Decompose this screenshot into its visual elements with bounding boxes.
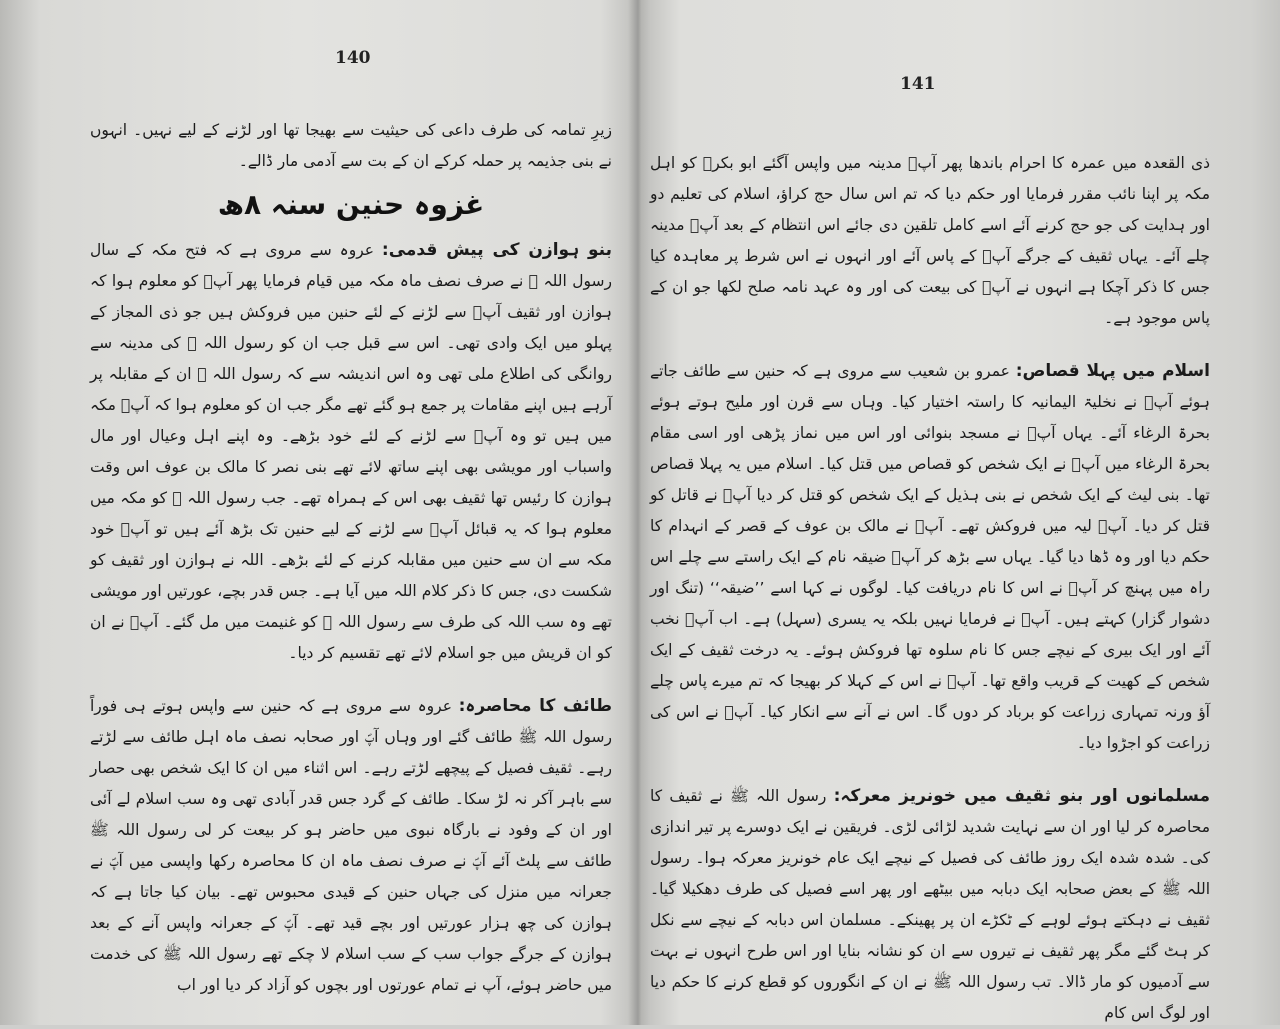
page-number-left: 140 [335,48,371,68]
paragraph-gap [650,759,1210,781]
section-body: رسول اللہ ﷺ نے ثقیف کا محاصرہ کر لیا اور ان سے نہایت شدید لڑائی لڑی۔ فریقین نے ایک دوسرے پر تیر اندازی کی۔ شدہ شدہ ایک روز طائف کی فصیل کے نیچے ایک عام خونریز معرکہ ہوا۔ رسول اللہ ﷺ کے بعض صحابہ ایک دبابہ میں بیٹھے اور پھر اسے فصیل کی طرف دھکیلا گیا۔ ثقیف نے دہکتے ہوئے لوہے کے ٹکڑے ان پر پھینکے۔ مسلمان اس دبابہ کے نیچے سے نکل کر ہٹ گئے مگر پھر ثقیف نے تیروں سے ان کو نشانہ بنایا اور اس طرح انہوں نے بہت سے آدمیوں کو مار ڈالا۔ تب رسول اللہ ﷺ نے ان کے انگوروں کو قطع کرنے کا حکم دیا اور لوگ اس کام [650,787,1210,1022]
section-heading: طائف کا محاصرہ: [458,696,612,716]
left-section-2 [90,691,612,1001]
left-intro-paragraph: زیرِ تمامہ کی طرف داعی کی حیثیت سے بھیجا تھا اور لڑنے کے لیے نہیں۔ انہوں نے بنی جذیمہ پر حملہ کرکے ان کے بت سے آدمی مار ڈالے۔ [90,121,612,170]
section-body: عروہ سے مروی ہے کہ حنین سے واپس ہوتے ہی فوراً رسول اللہ ﷺ طائف گئے اور وہاں آپؐ اور صحابہ نصف ماہ اہل طائف سے لڑتے رہے۔ ثقیف فصیل کے پیچھے لڑتے رہے۔ اس اثناء میں ان کا ایک شخص بھی حصار سے باہر آکر نہ لڑ سکا۔ طائف کے گرد جس قدر آبادی تھی وہ سب اسلام لے آئی اور ان کے وفود نے بارگاہ نبوی میں حاضر ہو کر بیعت کر لی رسول اللہ ﷺ طائف سے پلٹ آئے آپؐ نے صرف نصف ماہ ان کا محاصرہ رکھا واپسی میں آپؐ نے جعرانہ میں منزل کی جہاں حنین کے قیدی محبوس تھے۔ بیان کیا جاتا ہے کہ ہوازن کی چھ ہزار عورتیں اور بچے قید تھے۔ آپؐ کے جعرانہ واپس آنے کے بعد ہوازن کے جرگے جواب سب کے سب اسلام لا چکے تھے رسول اللہ ﷺ کی خدمت میں حاضر ہوئے، آپ نے تمام عورتوں اور بچوں کو آزاد کر دیا اور اب [90,697,612,994]
section-heading: بنو ہوازن کی پیش قدمی: [381,240,613,260]
paragraph-gap [90,669,612,691]
right-section-2 [650,781,1210,1029]
paragraph-gap [650,334,1210,356]
right-section-1 [650,356,1210,759]
section-body: عروہ سے مروی ہے کہ فتح مکہ کے سال رسول اللہ ﷺ نے صرف نصف ماہ مکہ میں قیام فرمایا پھر آپؐ کو معلوم ہوا کہ ہوازن اور ثقیف آپؐ سے لڑنے کے لئے حنین میں فروکش ہیں جو ذی المجاز کے پہلو میں ایک وادی تھی۔ اس سے قبل جب ان کو رسول اللہ ﷺ کی مدینہ سے روانگی کی اطلاع ملی تھی وہ اس اندیشہ سے کہ رسول اللہ ﷺ ان کے مقابلہ پر آرہے ہیں اپنے مقامات پر جمع ہو گئے تھے مگر جب ان کو معلوم ہوا کہ آپؐ مکہ میں ہیں تو وہ آپؐ سے لڑنے کے لئے خود بڑھے۔ وہ اپنے اہل وعیال اور مال واسباب اور مویشی بھی اپنے ساتھ لائے تھے بنی نصر کا مالک بن عوف اس وقت ہوازن کا رئیس تھا ثقیف بھی اس کے ہمراہ تھے۔ جب رسول اللہ ﷺ کو مکہ میں معلوم ہوا کہ یہ قبائل آپؐ سے لڑنے کے لیے حنین تک بڑھ آئے ہیں تو آپؐ خود مکہ سے ان سے حنین میں مقابلہ کرنے کے لئے بڑھے۔ اللہ نے ہوازن اور ثقیف کو شکست دی، جس کا ذکر کلام اللہ میں آیا ہے۔ جس قدر بچے، عورتیں اور مویشی تھے وہ سب اللہ کی طرف سے رسول اللہ ﷺ کو غنیمت میں مل گئے۔ آپؐ نے ان کو ان قریش میں جو اسلام لائے تھے تقسیم کر دیا۔ [90,241,612,662]
left-section-1 [90,235,612,669]
page-right-text [650,148,1210,1029]
chapter-title: غزوہ حنین سنہ ۸ھ [217,188,485,221]
section-heading: مسلمانوں اور بنو ثقیف میں خونریز معرکہ: [833,786,1210,806]
right-intro-paragraph: ذی القعدہ میں عمرہ کا احرام باندھا پھر آپؐ مدینہ میں واپس آگئے ابو بکرؓ کو اہل مکہ پر اپنا نائب مقرر فرمایا اور حکم دیا کہ تم اس سال حج کراؤ، اسلام کی تعلیم دو اور ہدایت کی جو حج کرنے آئے اسے کامل تلقین دی جائے اس انتظام کے بعد آپؐ مدینہ چلے آئے۔ یہاں ثقیف کے جرگے آپؐ کے پاس آئے اور انہوں نے اس شرط پر معاہدہ کیا جس کا ذکر آچکا ہے انہوں نے آپؐ کی بیعت کی اور وہ عہد نامہ صلح لکھا جو ان کے پاس موجود ہے۔ [650,154,1210,327]
section-body: عمرو بن شعیب سے مروی ہے کہ حنین سے طائف جاتے ہوئے آپؐ نے نخلیۃ الیمانیہ کا راستہ اختیار کیا۔ وہاں سے قرن اور ملیح ہوتے ہوئے بحرۃ الرغاء آئے۔ یہاں آپؐ نے مسجد بنوائی اور اس میں نماز پڑھی اور اسی مقام بحرۃ الرغاء میں آپؐ نے ایک شخص کو قصاص میں قتل کیا۔ اسلام میں یہ پہلا قصاص تھا۔ بنی لیث کے ایک شخص نے بنی ہذیل کے ایک شخص کو قتل کر دیا آپؐ نے قاتل کو قتل کر دیا۔ آپؐ لیہ میں فروکش تھے۔ آپؐ نے مالک بن عوف کے قصر کے انہدام کا حکم دیا اور وہ ڈھا دیا گیا۔ یہاں سے بڑھ کر آپؐ ضیقہ نام کے ایک راستے سے چلے اس راہ میں پہنچ کر آپؐ نے اس کا نام دریافت کیا۔ لوگوں نے کہا اسے ’’ضیقہ‘‘ (تنگ اور دشوار گزار) کہتے ہیں۔ آپؐ نے فرمایا نہیں بلکہ یہ یسری (سہل) ہے۔ اب آپؐ نخب آئے اور ایک بیری کے نیچے جس کا نام سلوہ تھا فروکش ہوئے۔ یہ درخت ثقیف کے ایک شخص کے کھیت کے قریب واقع تھا۔ آپؐ نے اس کے کہلا کر بھیجا کہ تم میرے پاس چلے آؤ ورنہ تمہاری زراعت کو برباد کر دوں گا۔ اس نے آنے سے انکار کیا۔ آپؐ نے اس کی زراعت کو اجڑوا دیا۔ [650,362,1210,752]
page-left-text [90,115,612,1001]
book-gutter [628,0,650,1025]
section-heading: اسلام میں پہلا قصاص: [1015,361,1210,381]
page-number-right: 141 [900,74,936,94]
